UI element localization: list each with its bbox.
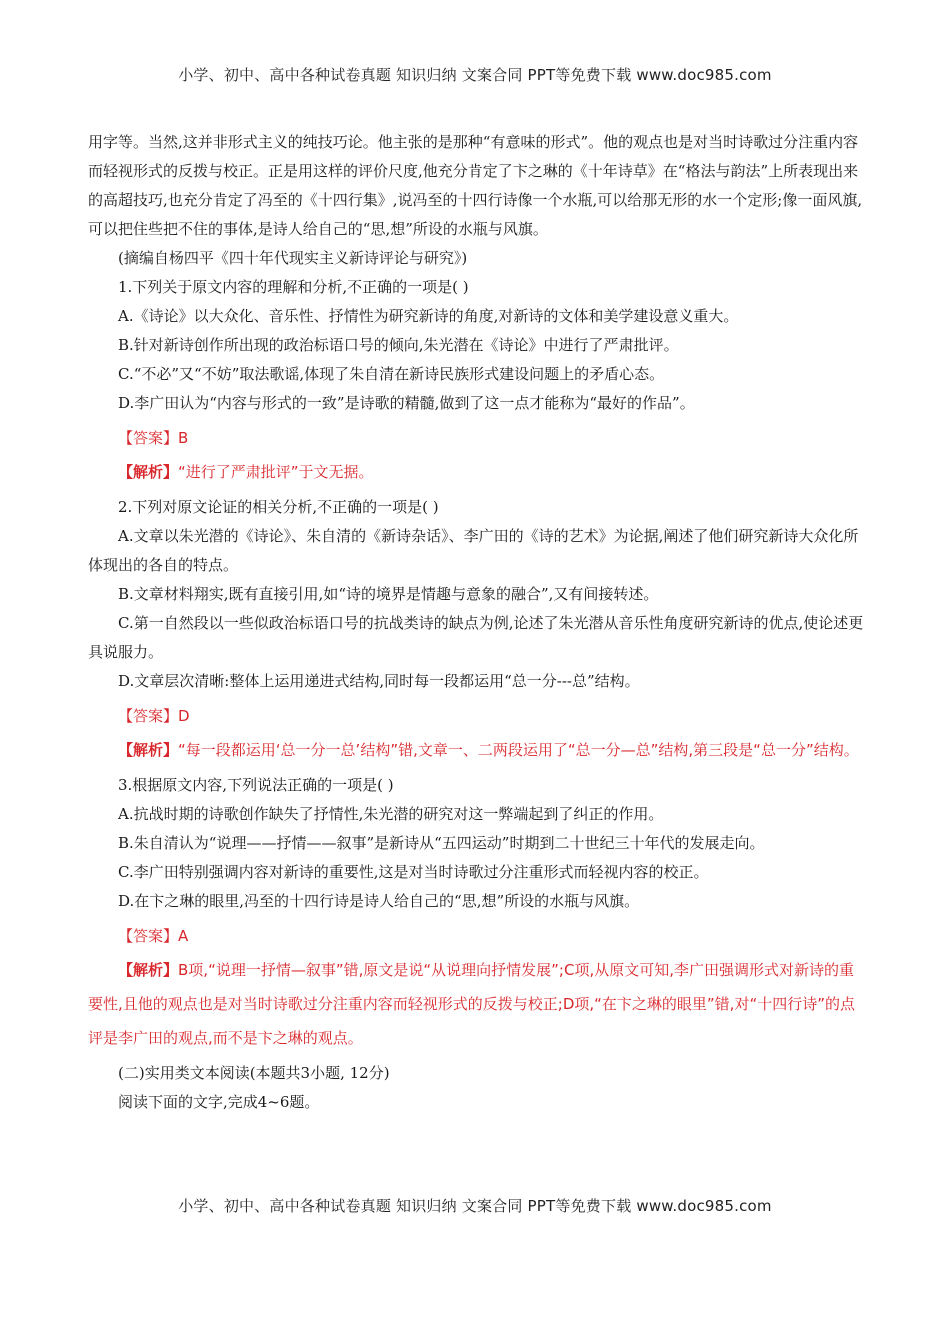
- section-2-instruction: 阅读下面的文字,完成4~6题。: [118, 1093, 320, 1111]
- question-2-option-b: B.文章材料翔实,既有直接引用,如“诗的境界是情趣与意象的融合”,又有间接转述。: [118, 585, 659, 603]
- answer-value: A: [178, 927, 189, 945]
- explanation-text: B项,“说理一抒情—叙事”错,原文是说“从说理向抒情发展”;C项,从原文可知,李广田强调形式对新诗的重要性,且他的观点也是对当时诗歌过分注重内容而轻视形式的反拨与校正;D项,“在卞之琳的眼里”错,对“十四行诗”的点评是李广田的观点,而不是卞之琳的观点。: [88, 961, 855, 1047]
- answer-label: 【答案】: [118, 707, 179, 725]
- explanation-text: “每一段都运用‘总一分一总’结构”错,文章一、二两段运用了“总一分—总”结构,第三段是“总一分”结构。: [178, 741, 859, 759]
- answer-value: B: [178, 429, 189, 447]
- explanation-label: 【解析】: [118, 741, 179, 759]
- question-3-answer: [88, 922, 866, 951]
- question-1-answer: [88, 424, 866, 453]
- document-body: [88, 128, 866, 1117]
- answer-label: 【答案】: [118, 429, 179, 447]
- section-2-heading: (二)实用类文本阅读(本题共3小题, 12分): [118, 1064, 390, 1082]
- question-1-stem: 1.下列关于原文内容的理解和分析,不正确的一项是( ): [118, 278, 469, 296]
- answer-label: 【答案】: [118, 927, 179, 945]
- explanation-label: 【解析】: [118, 961, 179, 979]
- question-2: [88, 493, 866, 767]
- question-3-stem: 3.根据原文内容,下列说法正确的一项是( ): [118, 776, 394, 794]
- explanation-label: 【解析】: [118, 463, 179, 481]
- page-header: 小学、初中、高中各种试卷真题 知识归纳 文案合同 PPT等免费下载 www.doc985.com: [178, 66, 772, 84]
- question-2-explanation: [88, 733, 866, 767]
- page-footer: 小学、初中、高中各种试卷真题 知识归纳 文案合同 PPT等免费下载 www.doc985.com: [178, 1197, 772, 1215]
- question-2-answer: [88, 702, 866, 731]
- question-1-option-c: C.“不必”又“不妨”取法歌谣,体现了朱自清在新诗民族形式建设问题上的矛盾心态。: [118, 365, 665, 383]
- question-1: [88, 273, 866, 489]
- question-3: [88, 771, 866, 1055]
- question-3-option-b: B.朱自清认为“说理——抒情——叙事”是新诗从“五四运动”时期到二十世纪三十年代的发展走向。: [118, 834, 765, 852]
- question-1-option-d: D.李广田认为“内容与形式的一致”是诗歌的精髓,做到了这一点才能称为“最好的作品”。: [118, 394, 695, 412]
- question-1-option-a: A.《诗论》以大众化、音乐性、抒情性为研究新诗的角度,对新诗的文体和美学建设意义重大。: [118, 307, 739, 325]
- explanation-text: “进行了严肃批评”于文无据。: [178, 463, 374, 481]
- question-2-stem: 2.下列对原文论证的相关分析,不正确的一项是( ): [118, 498, 439, 516]
- answer-value: D: [178, 707, 190, 725]
- question-3-explanation: [88, 953, 866, 1055]
- question-1-explanation: [88, 455, 866, 489]
- question-3-option-c: C.李广田特别强调内容对新诗的重要性,这是对当时诗歌过分注重形式而轻视内容的校正。: [118, 863, 709, 881]
- question-2-option-d: D.文章层次清晰:整体上运用递进式结构,同时每一段都运用“总一分---总”结构。: [118, 672, 640, 690]
- question-2-option-a: A.文章以朱光潜的《诗论》、朱自清的《新诗杂话》、李广田的《诗的艺术》为论据,阐述了他们研究新诗大众化所体现出的各自的特点。: [88, 527, 859, 574]
- question-3-option-d: D.在卞之琳的眼里,冯至的十四行诗是诗人给自己的“思,想”所设的水瓶与风旗。: [118, 892, 640, 910]
- question-2-option-c: C.第一自然段以一些似政治标语口号的抗战类诗的缺点为例,论述了朱光潜从音乐性角度研究新诗的优点,使论述更具说服力。: [88, 614, 864, 661]
- passage-source: (摘编自杨四平《四十年代现实主义新诗评论与研究》): [118, 249, 468, 267]
- passage-paragraph: 用字等。当然,这并非形式主义的纯技巧论。他主张的是那种“有意味的形式”。他的观点也是对当时诗歌过分注重内容而轻视形式的反拨与校正。正是用这样的评价尺度,他充分肯定了卞之琳的《十年诗草》在“格法与韵法”上所表现出来的高超技巧,也充分肯定了冯至的《十四行集》,说冯至的十四行诗像一个水瓶,可以给那无形的水一个定形;像一面风旗,可以把住些把不住的事体,是诗人给自己的“思,想”所设的水瓶与风旗。: [88, 133, 863, 238]
- question-1-option-b: B.针对新诗创作所出现的政治标语口号的倾向,朱光潜在《诗论》中进行了严肃批评。: [118, 336, 679, 354]
- question-3-option-a: A.抗战时期的诗歌创作缺失了抒情性,朱光潜的研究对这一弊端起到了纠正的作用。: [118, 805, 664, 823]
